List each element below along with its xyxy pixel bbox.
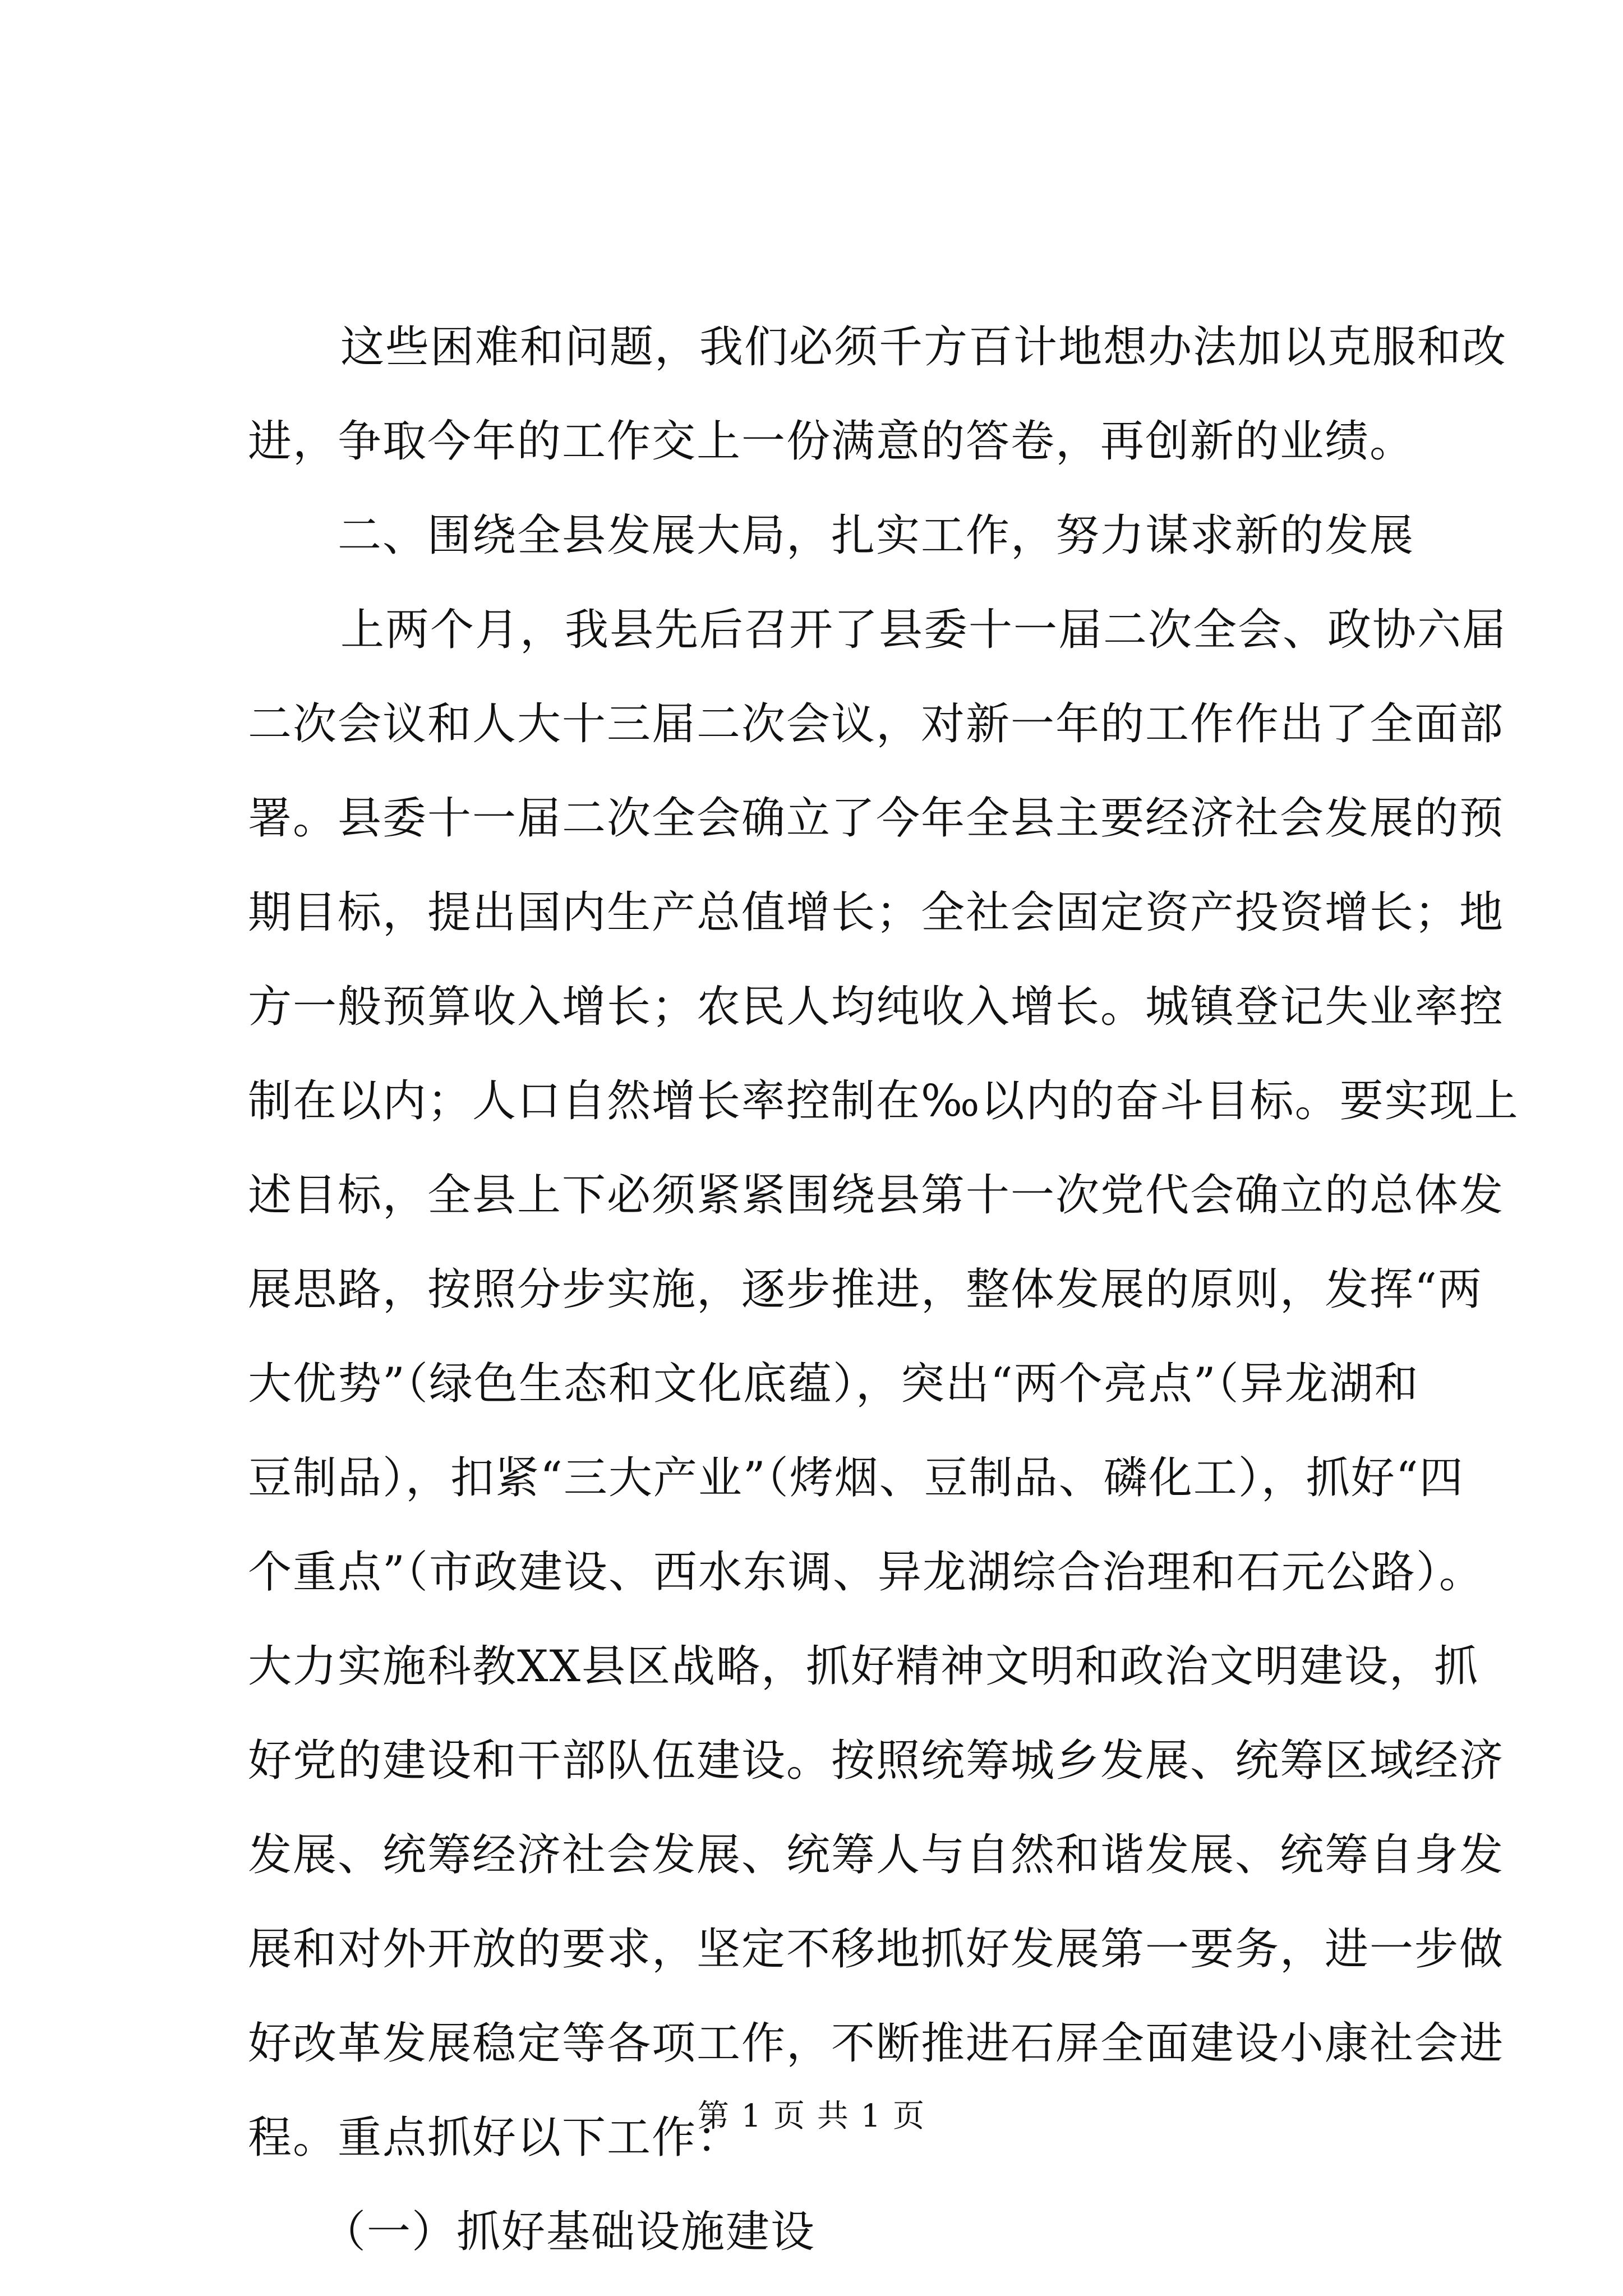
paragraph-line: 大优势”（绿色生态和文化底蕴），突出“两个亮点”（异龙湖和 bbox=[248, 1359, 1419, 1409]
paragraph-line: 展和对外开放的要求，坚定不移地抓好发展第一要务，进一步做 bbox=[248, 1924, 1505, 1975]
paragraph-line: 发展、统筹经济社会发展、统筹人与自然和谐发展、统筹自身发 bbox=[248, 1830, 1505, 1880]
paragraph-line: 述目标，全县上下必须紧紧围绕县第十一次党代会确立的总体发 bbox=[248, 1170, 1505, 1221]
paragraph-line: 期目标，提出国内生产总值增长；全社会固定资产投资增长；地 bbox=[248, 887, 1505, 938]
paragraph-line: 好改革发展稳定等各项工作，不断推进石屏全面建设小康社会进 bbox=[248, 2018, 1505, 2069]
subsection-heading: （一）抓好基础设施建设 bbox=[322, 2207, 816, 2257]
paragraph-line: 进，争取今年的工作交上一份满意的答卷，再创新的业绩。 bbox=[248, 416, 1415, 467]
paragraph-line: 二次会议和人大十三届二次会议，对新一年的工作作出了全面部 bbox=[248, 699, 1505, 749]
paragraph-line: 署。县委十一届二次全会确立了今年全县主要经济社会发展的预 bbox=[248, 793, 1505, 844]
paragraph-line: 豆制品），扣紧“三大产业”（烤烟、豆制品、磷化工），抓好“四 bbox=[248, 1453, 1464, 1503]
page-footer: 第 1 页 共 1 页 bbox=[697, 2098, 926, 2134]
document-body bbox=[248, 300, 1519, 2279]
paragraph-line: 大力实施科教XX县区战略，抓好精神文明和政治文明建设，抓 bbox=[248, 1641, 1479, 1692]
paragraph-line: 方一般预算收入增长；农民人均纯收入增长。城镇登记失业率控 bbox=[248, 982, 1505, 1032]
paragraph-line: 制在以内；人口自然增长率控制在‰以内的奋斗目标。要实现上 bbox=[248, 1076, 1519, 1126]
paragraph-line: 程。重点抓好以下工作： bbox=[248, 2113, 742, 2163]
paragraph-line: 这些困难和问题，我们必须千方百计地想办法加以克服和改 bbox=[340, 322, 1507, 372]
section-heading: 二、围绕全县发展大局，扎实工作，努力谋求新的发展 bbox=[338, 510, 1415, 561]
paragraph-line: 上两个月，我县先后召开了县委十一届二次全会、政协六届 bbox=[340, 605, 1507, 655]
paragraph-line: 展思路，按照分步实施，逐步推进，整体发展的原则，发挥“两 bbox=[248, 1264, 1483, 1315]
paragraph-line: 好党的建设和干部队伍建设。按照统筹城乡发展、统筹区域经济 bbox=[248, 1736, 1505, 1786]
paragraph-line: 个重点”（市政建设、西水东调、异龙湖综合治理和石元公路）。 bbox=[248, 1547, 1484, 1598]
